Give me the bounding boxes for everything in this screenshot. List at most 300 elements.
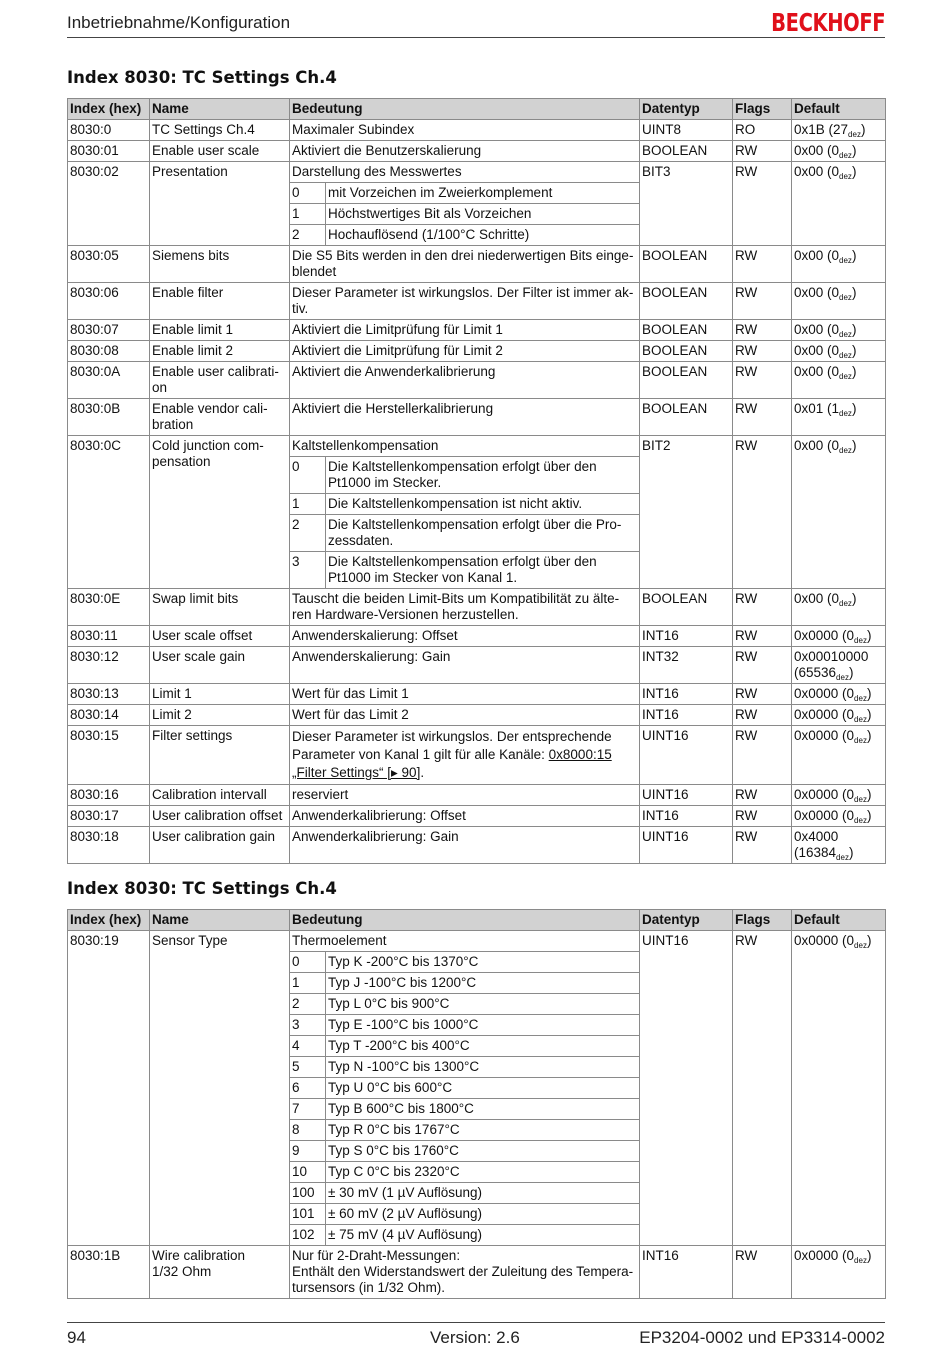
- table-row: [68, 341, 886, 362]
- default-unit: dez: [839, 351, 852, 360]
- enum-value: ± 60 mV (2 µV Auflösung): [326, 1204, 640, 1225]
- table-row: [68, 362, 886, 399]
- index-cell: 8030:0A: [68, 362, 150, 399]
- meaning-text: Anwenderskalierung: Gain: [292, 649, 451, 664]
- table-row: [68, 141, 886, 162]
- meaning-cell: [290, 283, 640, 320]
- name-cell: Limit 1: [150, 684, 290, 705]
- enum-key: 0: [290, 952, 326, 973]
- name-cell: User calibration gain: [150, 827, 290, 864]
- column-header: Bedeutung: [290, 910, 640, 931]
- default-close: ): [851, 248, 857, 263]
- table-row: [68, 726, 886, 785]
- section-title: Index 8030: TC Settings Ch.4: [67, 68, 337, 87]
- table-row: [68, 806, 886, 827]
- meaning-end: .: [420, 765, 425, 780]
- meaning-cell: [290, 806, 640, 827]
- datatype-cell: BOOLEAN: [640, 141, 733, 162]
- enum-value: Typ L 0°C bis 900°C: [326, 994, 640, 1015]
- column-header: Datentyp: [640, 99, 733, 120]
- index-cell: 8030:19: [68, 931, 150, 1246]
- index-cell: 8030:14: [68, 705, 150, 726]
- meaning-cell: [290, 246, 640, 283]
- flags-cell: RW: [733, 362, 792, 399]
- index-cell: 8030:11: [68, 626, 150, 647]
- default-value: 0x0000 (0: [794, 707, 855, 722]
- enum-key: 1: [290, 973, 326, 994]
- enum-key: 0: [290, 457, 326, 494]
- datatype-cell: INT16: [640, 684, 733, 705]
- meaning-text: Kaltstellenkompensation: [290, 436, 639, 457]
- meaning-text: Die S5 Bits werden in den drei niederwertigen Bits einge- blendet: [292, 248, 634, 279]
- meaning-cell: [290, 341, 640, 362]
- meaning-text: Anwenderkalibrierung: Offset: [292, 808, 466, 823]
- flags-cell: RW: [733, 705, 792, 726]
- enum-wrapper: [290, 183, 639, 245]
- meaning-cell: [290, 785, 640, 806]
- default-unit: dez: [854, 736, 867, 745]
- flags-cell: RW: [733, 320, 792, 341]
- meaning-cell: [290, 647, 640, 684]
- product-name: EP3204-0002 und EP3314-0002: [639, 1328, 885, 1347]
- default-value: 0x0000 (0: [794, 628, 855, 643]
- column-header: Index (hex): [68, 910, 150, 931]
- default-unit: dez: [839, 172, 852, 181]
- default-cell: [792, 246, 886, 283]
- default-cell: [792, 141, 886, 162]
- default-close: ): [866, 728, 872, 743]
- enum-value: Typ T -200°C bis 400°C: [326, 1036, 640, 1057]
- meaning-cell: [290, 705, 640, 726]
- enum-row: [290, 1162, 639, 1183]
- default-unit: dez: [848, 130, 861, 139]
- meaning-text: Wert für das Limit 2: [292, 707, 409, 722]
- enum-wrapper: [290, 952, 639, 1245]
- enum-value: Typ C 0°C bis 2320°C: [326, 1162, 640, 1183]
- datatype-cell: BOOLEAN: [640, 589, 733, 626]
- meaning-cell: [290, 399, 640, 436]
- default-close: ): [866, 808, 872, 823]
- datatype-cell: UINT16: [640, 785, 733, 806]
- datatype-cell: INT16: [640, 1246, 733, 1299]
- section-title: Index 8030: TC Settings Ch.4: [67, 879, 337, 898]
- datatype-cell: BOOLEAN: [640, 320, 733, 341]
- name-cell: Cold junction com- pensation: [150, 436, 290, 589]
- name-cell: Presentation: [150, 162, 290, 246]
- name-cell: Filter settings: [150, 726, 290, 785]
- flags-cell: RW: [733, 726, 792, 785]
- enum-value: Die Kaltstellenkompensation erfolgt über den Pt1000 im Stecker von Kanal 1.: [326, 552, 640, 589]
- default-value: 0x00 (0: [794, 143, 840, 158]
- index-cell: 8030:0C: [68, 436, 150, 589]
- column-header: Default: [792, 99, 886, 120]
- enum-row: [290, 183, 639, 204]
- name-cell: Enable user calibrati- on: [150, 362, 290, 399]
- enum-value: Typ U 0°C bis 600°C: [326, 1078, 640, 1099]
- default-value: 0x00 (0: [794, 248, 840, 263]
- default-unit: dez: [854, 636, 867, 645]
- meaning-text: Anwenderskalierung: Offset: [292, 628, 458, 643]
- default-close: ): [851, 438, 857, 453]
- default-value: 0x0000 (0: [794, 787, 855, 802]
- default-value: 0x00 (0: [794, 364, 840, 379]
- default-unit: dez: [839, 293, 852, 302]
- index-cell: 8030:06: [68, 283, 150, 320]
- table-header-row: [68, 910, 886, 931]
- table-row: [68, 162, 886, 246]
- enum-value: Typ B 600°C bis 1800°C: [326, 1099, 640, 1120]
- datatype-cell: BOOLEAN: [640, 283, 733, 320]
- default-value: 0x00 (0: [794, 591, 840, 606]
- name-cell: Enable limit 1: [150, 320, 290, 341]
- default-close: ): [851, 591, 857, 606]
- meaning-cell: [290, 141, 640, 162]
- enum-row: [290, 1120, 639, 1141]
- meaning-text: Aktiviert die Limitprüfung für Limit 1: [292, 322, 503, 337]
- enum-value: Typ E -100°C bis 1000°C: [326, 1015, 640, 1036]
- parameter-table: [67, 909, 886, 1299]
- flags-cell: RW: [733, 785, 792, 806]
- column-header: Flags: [733, 99, 792, 120]
- enum-value: ± 30 mV (1 µV Auflösung): [326, 1183, 640, 1204]
- cross-reference-link[interactable]: 0x8000:15 „Filter Settings“ [▸ 90]: [292, 747, 612, 780]
- enum-key: 4: [290, 1036, 326, 1057]
- meaning-cell: [290, 684, 640, 705]
- name-cell: User scale gain: [150, 647, 290, 684]
- datatype-cell: UINT16: [640, 931, 733, 1246]
- flags-cell: RW: [733, 589, 792, 626]
- index-cell: 8030:1B: [68, 1246, 150, 1299]
- default-cell: [792, 647, 886, 684]
- default-value: 0x1B (27: [794, 122, 849, 137]
- meaning-text: Dieser Parameter ist wirkungslos. Der Filter ist immer ak- tiv.: [292, 285, 634, 316]
- flags-cell: RW: [733, 1246, 792, 1299]
- default-close: ): [866, 628, 872, 643]
- meaning-cell: [290, 362, 640, 399]
- default-close: ): [866, 1248, 872, 1263]
- enum-row: [290, 1078, 639, 1099]
- default-close: ): [851, 164, 857, 179]
- default-value: 0x01 (1: [794, 401, 840, 416]
- default-cell: [792, 785, 886, 806]
- enum-row: [290, 1036, 639, 1057]
- flags-cell: RW: [733, 436, 792, 589]
- flags-cell: RW: [733, 283, 792, 320]
- default-value: 0x4000 (16384: [794, 829, 839, 860]
- datatype-cell: INT32: [640, 647, 733, 684]
- table-row: [68, 785, 886, 806]
- column-header: Datentyp: [640, 910, 733, 931]
- enum-value: Die Kaltstellenkompensation ist nicht aktiv.: [326, 494, 640, 515]
- index-cell: 8030:05: [68, 246, 150, 283]
- datatype-cell: BOOLEAN: [640, 341, 733, 362]
- enum-row: [290, 994, 639, 1015]
- enum-table: [290, 952, 639, 1245]
- flags-cell: RW: [733, 162, 792, 246]
- enum-key: 3: [290, 1015, 326, 1036]
- datatype-cell: INT16: [640, 626, 733, 647]
- enum-value: Typ S 0°C bis 1760°C: [326, 1141, 640, 1162]
- flags-cell: RW: [733, 827, 792, 864]
- column-header: Name: [150, 910, 290, 931]
- table-row: [68, 399, 886, 436]
- enum-row: [290, 1141, 639, 1162]
- enum-row: [290, 973, 639, 994]
- enum-value: Die Kaltstellenkompensation erfolgt über den Pt1000 im Stecker.: [326, 457, 640, 494]
- default-value: 0x0000 (0: [794, 728, 855, 743]
- name-cell: User scale offset: [150, 626, 290, 647]
- default-unit: dez: [854, 816, 867, 825]
- default-unit: dez: [854, 1256, 867, 1265]
- flags-cell: RW: [733, 626, 792, 647]
- default-cell: [792, 589, 886, 626]
- enum-row: [290, 952, 639, 973]
- default-cell: [792, 341, 886, 362]
- meaning-cell: [290, 931, 640, 1246]
- table-row: [68, 589, 886, 626]
- default-close: ): [866, 686, 872, 701]
- flags-cell: RW: [733, 931, 792, 1246]
- default-cell: [792, 726, 886, 785]
- meaning-cell: [290, 589, 640, 626]
- default-unit: dez: [839, 372, 852, 381]
- default-cell: [792, 1246, 886, 1299]
- flags-cell: RW: [733, 141, 792, 162]
- table-row: [68, 320, 886, 341]
- flags-cell: RW: [733, 647, 792, 684]
- meaning-text: Darstellung des Messwertes: [290, 162, 639, 183]
- enum-wrapper: [290, 457, 639, 588]
- table-row: [68, 827, 886, 864]
- enum-key: 9: [290, 1141, 326, 1162]
- default-unit: dez: [854, 941, 867, 950]
- datatype-cell: BIT3: [640, 162, 733, 246]
- default-unit: dez: [839, 409, 852, 418]
- default-close: ): [851, 322, 857, 337]
- index-cell: 8030:13: [68, 684, 150, 705]
- default-value: 0x00 (0: [794, 438, 840, 453]
- index-cell: 8030:01: [68, 141, 150, 162]
- column-header: Index (hex): [68, 99, 150, 120]
- header-title: Inbetriebnahme/Konfiguration: [67, 13, 291, 32]
- default-close: ): [851, 401, 857, 416]
- column-header: Flags: [733, 910, 792, 931]
- default-value: 0x00 (0: [794, 322, 840, 337]
- meaning-text: Aktiviert die Benutzerskalierung: [292, 143, 482, 158]
- table-header-row: [68, 99, 886, 120]
- enum-value: Typ K -200°C bis 1370°C: [326, 952, 640, 973]
- datatype-cell: UINT8: [640, 120, 733, 141]
- default-cell: [792, 684, 886, 705]
- flags-cell: RO: [733, 120, 792, 141]
- default-unit: dez: [839, 151, 852, 160]
- enum-row: [290, 457, 639, 494]
- table-row: [68, 1246, 886, 1299]
- enum-key: 101: [290, 1204, 326, 1225]
- table-row: [68, 626, 886, 647]
- meaning-text: reserviert: [292, 787, 349, 802]
- index-cell: 8030:07: [68, 320, 150, 341]
- enum-key: 3: [292, 554, 300, 569]
- name-cell: TC Settings Ch.4: [150, 120, 290, 141]
- meaning-cell: [290, 726, 640, 785]
- enum-key: 5: [290, 1057, 326, 1078]
- meaning-text: Anwenderkalibrierung: Gain: [292, 829, 459, 844]
- enum-key: 100: [290, 1183, 326, 1204]
- meaning-text: Dieser Parameter ist wirkungslos. Der entsprechende Parameter von Kanal 1 gilt für alle Kanäle:: [292, 729, 612, 762]
- enum-row: [290, 515, 639, 552]
- meaning-cell: [290, 827, 640, 864]
- name-cell: Wire calibration 1/32 Ohm: [150, 1246, 290, 1299]
- index-cell: 8030:12: [68, 647, 150, 684]
- meaning-text: Aktiviert die Anwenderkalibrierung: [292, 364, 496, 379]
- datatype-cell: BOOLEAN: [640, 399, 733, 436]
- default-value: 0x00 (0: [794, 343, 840, 358]
- enum-key: 1: [290, 204, 326, 225]
- index-cell: 8030:0B: [68, 399, 150, 436]
- flags-cell: RW: [733, 684, 792, 705]
- flags-cell: RW: [733, 341, 792, 362]
- table-row: [68, 283, 886, 320]
- name-cell: Enable vendor cali- bration: [150, 399, 290, 436]
- default-value: 0x00010000 (65536: [794, 649, 869, 680]
- default-value: 0x00 (0: [794, 164, 840, 179]
- default-cell: [792, 283, 886, 320]
- default-value: 0x0000 (0: [794, 808, 855, 823]
- meaning-text: Aktiviert die Herstellerkalibrierung: [292, 401, 494, 416]
- index-cell: 8030:17: [68, 806, 150, 827]
- enum-key: 8: [290, 1120, 326, 1141]
- enum-row: [290, 552, 639, 589]
- enum-row: [290, 1225, 639, 1246]
- table-row: [68, 246, 886, 283]
- default-cell: [792, 931, 886, 1246]
- column-header: Bedeutung: [290, 99, 640, 120]
- default-cell: [792, 806, 886, 827]
- default-close: ): [866, 933, 872, 948]
- enum-row: [290, 1057, 639, 1078]
- enum-row: [290, 1015, 639, 1036]
- default-unit: dez: [854, 715, 867, 724]
- meaning-text: Aktiviert die Limitprüfung für Limit 2: [292, 343, 503, 358]
- table-row: [68, 684, 886, 705]
- default-value: 0x00 (0: [794, 285, 840, 300]
- enum-key: 102: [292, 1227, 315, 1242]
- enum-table: [290, 183, 639, 245]
- default-cell: [792, 320, 886, 341]
- default-cell: [792, 827, 886, 864]
- enum-key: 2: [290, 994, 326, 1015]
- table-row: [68, 436, 886, 589]
- default-close: ): [848, 665, 854, 680]
- table-row: [68, 705, 886, 726]
- default-cell: [792, 626, 886, 647]
- default-unit: dez: [836, 673, 849, 682]
- name-cell: Enable user scale: [150, 141, 290, 162]
- default-cell: [792, 362, 886, 399]
- page-number: 94: [67, 1328, 86, 1347]
- default-cell: [792, 436, 886, 589]
- datatype-cell: BOOLEAN: [640, 246, 733, 283]
- meaning-text: Tauscht die beiden Limit-Bits um Kompatibilität zu älte- ren Hardware-Versionen herzustellen.: [292, 591, 620, 622]
- table-row: [68, 647, 886, 684]
- meaning-cell: [290, 1246, 640, 1299]
- meaning-text: Nur für 2-Draht-Messungen: Enthält den Widerstandswert der Zuleitung des Tempera- tursensors (in 1/32 Ohm).: [292, 1248, 634, 1295]
- default-close: ): [866, 787, 872, 802]
- datatype-cell: INT16: [640, 705, 733, 726]
- index-cell: 8030:0E: [68, 589, 150, 626]
- meaning-text: Thermoelement: [290, 931, 639, 952]
- enum-key: 6: [290, 1078, 326, 1099]
- table-row: [68, 931, 886, 1246]
- document-version: Version: 2.6: [430, 1328, 520, 1347]
- page-footer: [67, 1322, 885, 1353]
- enum-key: 1: [290, 494, 326, 515]
- default-unit: dez: [854, 795, 867, 804]
- name-cell: Limit 2: [150, 705, 290, 726]
- enum-value: Hochauflösend (1/100°C Schritte): [326, 225, 640, 246]
- datatype-cell: UINT16: [640, 726, 733, 785]
- meaning-cell: [290, 162, 640, 246]
- default-close: ): [866, 707, 872, 722]
- enum-value: Typ N -100°C bis 1300°C: [326, 1057, 640, 1078]
- enum-row: [290, 494, 639, 515]
- enum-key: 2: [292, 227, 300, 242]
- enum-value: Typ J -100°C bis 1200°C: [326, 973, 640, 994]
- enum-value: mit Vorzeichen im Zweierkomplement: [326, 183, 640, 204]
- index-cell: 8030:18: [68, 827, 150, 864]
- meaning-text: Wert für das Limit 1: [292, 686, 409, 701]
- meaning-cell: [290, 626, 640, 647]
- default-close: ): [851, 285, 857, 300]
- default-close: ): [851, 343, 857, 358]
- default-unit: dez: [839, 330, 852, 339]
- meaning-cell: [290, 120, 640, 141]
- flags-cell: RW: [733, 399, 792, 436]
- beckhoff-logo: BECKHOFF: [770, 8, 885, 37]
- name-cell: User calibration offset: [150, 806, 290, 827]
- default-value: 0x0000 (0: [794, 933, 855, 948]
- default-value: 0x0000 (0: [794, 686, 855, 701]
- default-unit: dez: [854, 694, 867, 703]
- name-cell: Calibration intervall: [150, 785, 290, 806]
- enum-row: [290, 1099, 639, 1120]
- default-unit: dez: [839, 446, 852, 455]
- enum-value: ± 75 mV (4 µV Auflösung): [326, 1225, 640, 1246]
- enum-value: Höchstwertiges Bit als Vorzeichen: [326, 204, 640, 225]
- enum-row: [290, 1183, 639, 1204]
- column-header: Default: [792, 910, 886, 931]
- datatype-cell: UINT16: [640, 827, 733, 864]
- meaning-cell: [290, 320, 640, 341]
- name-cell: Enable filter: [150, 283, 290, 320]
- default-cell: [792, 399, 886, 436]
- datatype-cell: BOOLEAN: [640, 362, 733, 399]
- enum-value: Die Kaltstellenkompensation erfolgt über die Pro- zessdaten.: [326, 515, 640, 552]
- enum-value: Typ R 0°C bis 1767°C: [326, 1120, 640, 1141]
- default-cell: [792, 705, 886, 726]
- meaning-cell: [290, 436, 640, 589]
- meaning-text: Maximaler Subindex: [292, 122, 415, 137]
- default-unit: dez: [839, 599, 852, 608]
- enum-row: [290, 225, 639, 246]
- default-unit: dez: [839, 256, 852, 265]
- default-value: 0x0000 (0: [794, 1248, 855, 1263]
- name-cell: Sensor Type: [150, 931, 290, 1246]
- default-cell: [792, 120, 886, 141]
- enum-row: [290, 1204, 639, 1225]
- index-cell: 8030:15: [68, 726, 150, 785]
